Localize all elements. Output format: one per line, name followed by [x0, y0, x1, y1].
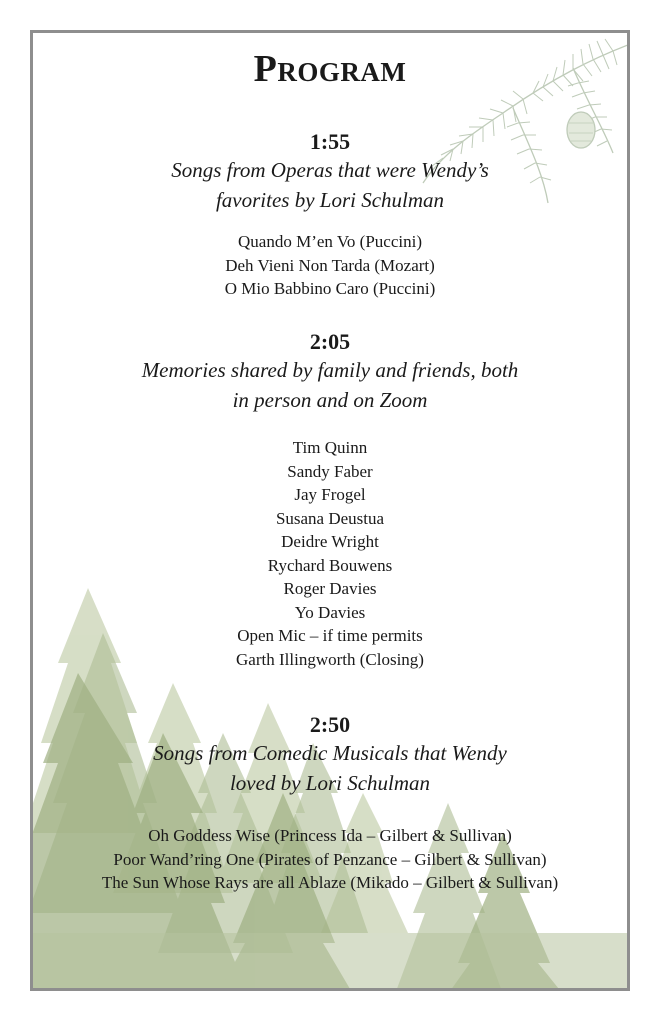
list-item: Tim Quinn — [292, 438, 368, 457]
section-time: 1:55 — [309, 129, 351, 154]
section-time: 2:50 — [309, 712, 351, 737]
section-description-line: Memories shared by family and friends, both — [141, 358, 519, 382]
list-item: Deidre Wright — [281, 532, 379, 551]
section-description-line: favorites by Lori Schulman — [215, 188, 445, 212]
list-item: Quando M’en Vo (Puccini) — [238, 232, 422, 251]
list-item: The Sun Whose Rays are all Ablaze (Mikado – Gilbert & Sullivan) — [101, 873, 559, 892]
list-item: Oh Goddess Wise (Princess Ida – Gilbert & Sullivan) — [148, 826, 512, 845]
list-item: Deh Vieni Non Tarda (Mozart) — [225, 255, 435, 275]
section-description-line: Songs from Operas that were Wendy’s — [171, 158, 489, 182]
section-list — [33, 436, 627, 671]
list-item: Poor Wand’ring One (Pirates of Penzance – Gilbert & Sullivan) — [113, 849, 547, 869]
section-list — [33, 824, 627, 895]
section-list — [33, 230, 627, 301]
list-item: O Mio Babbino Caro (Puccini) — [224, 279, 436, 298]
list-item: Roger Davies — [283, 579, 377, 598]
list-item: Jay Frogel — [294, 485, 366, 504]
section-time: 2:05 — [309, 329, 351, 354]
list-item: Susana Deustua — [275, 508, 385, 528]
page-title: Program — [253, 48, 407, 90]
section-description — [73, 155, 587, 215]
list-item: Yo Davies — [294, 602, 366, 622]
list-item: Rychard Bouwens — [267, 555, 393, 575]
program-page — [30, 30, 630, 991]
section-description-line: in person and on Zoom — [232, 388, 428, 412]
section-description-line: loved by Lori Schulman — [229, 771, 431, 795]
list-item: Sandy Faber — [287, 461, 373, 481]
section-description — [73, 355, 587, 415]
section-description-line: Songs from Comedic Musicals that Wendy — [153, 741, 507, 765]
section-description — [73, 738, 587, 798]
list-item: Open Mic – if time permits — [237, 626, 423, 645]
list-item: Garth Illingworth (Closing) — [236, 649, 424, 669]
